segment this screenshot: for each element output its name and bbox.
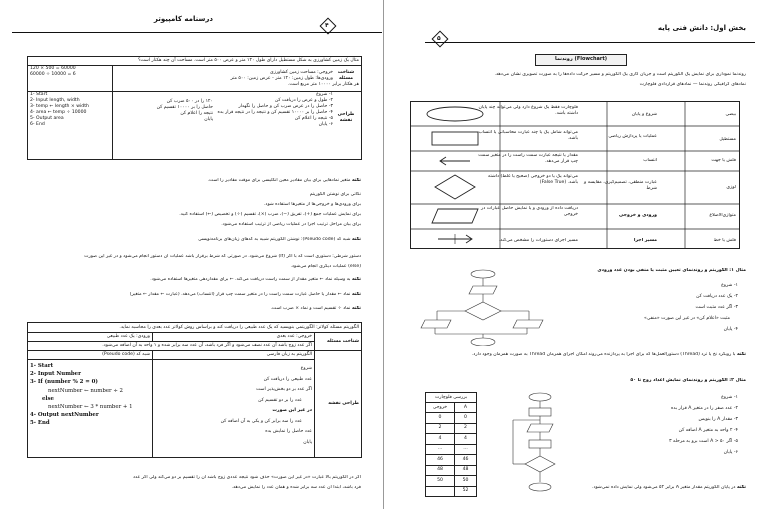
pseudo-code: [28, 360, 153, 458]
trace-output-cell: 48: [426, 465, 455, 476]
knowledge-line: هر هکتار برابر ۱۰۰۰۰ متر مربع است.: [287, 81, 359, 87]
note3: [21, 277, 361, 283]
symbol-desc: مقدار یا نتیجه عبارت سمت راست را در متغیر سمت چپ قرار می‌دهد.: [478, 153, 578, 165]
symbol-name: متوازی‌الاضلاع: [709, 213, 736, 218]
trace-head: A: [455, 403, 477, 413]
note-title: نکته: [351, 178, 361, 183]
pseudo-fa-line: عدد را بر دو تقسیم کن: [258, 397, 302, 403]
step-en: 4- area ← temp ÷ 10000: [30, 110, 87, 115]
symbol-name: فلش یا جهت: [711, 158, 736, 163]
list-item: ۶- پایان: [723, 450, 738, 455]
trace-row: [426, 486, 477, 497]
pseudo-line: 2- Input Number: [30, 371, 81, 378]
calc-line: 120 × 500 = 60000: [30, 66, 76, 71]
step-fa: ۶- پایان: [318, 122, 333, 127]
symbol-name: لوزی: [726, 185, 736, 190]
note-title: نکته: [736, 485, 746, 490]
trace-row: [426, 423, 477, 434]
collatz-design-label: طراحی نقشه: [315, 351, 362, 458]
footer-line: اگر در الگوریتم بالا عبارت «در غیر این صورت» حذف شود نتیجه عددی زوج باشد آن را تقسیم بر دو می‌کند ولی اگر عدد: [133, 475, 361, 480]
example1-question: مثال یک زمین کشاورزی به شکل مستطیل دارای طول ۱۲۰ متر و عرض ۵۰۰ متر است. مساحت آن چند هکتار است؟: [28, 57, 362, 66]
right-page-number: ۵: [437, 35, 441, 42]
example2-list: [608, 392, 738, 458]
symbol-name: بیضی: [725, 112, 736, 117]
trace-row: [426, 455, 477, 466]
footer-line: فرد باشد، ابتدا آن عدد سه برابر شده و همان عدد را نمایش می‌دهد.: [231, 485, 361, 490]
step-fa-mid: نتیجه را اعلام کن: [180, 111, 213, 116]
intro-paragraph: روندنما نموداری برای نمایش یک الگوریتم است و جریان کاری یک الگوریتم و مسیر حرکت داده‌ها را به صورت تصویری نشان می‌دهد.: [494, 72, 746, 77]
pseudo-line: 5- End: [30, 420, 50, 427]
note-text: شبه کد (Pseudo code): نوشتن الگوریتم شبیه به کدهای زبان‌های برنامه‌نویسی: [198, 237, 351, 242]
step-fa: ۲- طول و عرض را دریافت کن: [274, 98, 333, 103]
trace-output-cell: [426, 486, 455, 497]
collatz-table: [27, 322, 362, 458]
symbol-desc: فلوچارت فقط یک شروع دارد ولی می‌تواند چند پایان داشته باشد.: [478, 105, 578, 117]
symbol-name: فلش یا خط: [713, 238, 736, 243]
pseudo-fa-line: اگر عدد بر دو بخش‌پذیر است: [256, 387, 312, 392]
intro-paragraph: نمادهای گرافیکی روندنما — نمادهای قراردادی فلوچارت: [639, 82, 746, 87]
fa-col-label: الگوریتم به زبان فارسی: [153, 351, 315, 360]
knowledge-line: خروجی: مساحت زمین کشاورزی: [270, 69, 333, 75]
note-text: با رویکرد نخ یا ترد (Thread) دستورالعمل‌ها که برای اجرا به پردازنده می‌روند امکان اجرای همزمان Thread به صورت همزمان وجود دارد.: [471, 352, 736, 357]
left-page-number: ۴: [325, 22, 329, 29]
symbol-desc: می‌تواند یک یا دو خروجی (صحیح یا غلط) داشته باشد. (False True): [488, 174, 578, 186]
pseudo-line: else: [42, 395, 54, 402]
step-en: 5- Output area: [30, 116, 64, 121]
collatz-rule: اگر عدد زوج باشد آن عدد نصف می‌شود و اگر فرد باشد، آن عدد سه برابر شده و ۱ واحد به آن اضافه می‌شود.: [28, 342, 315, 351]
pseudo-fa-line: در غیر این صورت: [272, 408, 312, 413]
paragraph: نکاتی برای نوشتن الگوریتم: [309, 192, 361, 197]
note-title: نکته: [351, 237, 361, 242]
trace-output-cell: 46: [426, 455, 455, 466]
note1: [21, 178, 361, 184]
pseudo-line: nextNumber ← number ÷ 2: [48, 387, 123, 394]
section-title: روندنما (Flowchart): [554, 56, 608, 62]
trace-a-cell: 46: [455, 455, 477, 466]
trace-title: بررسی فلوچارت: [426, 393, 477, 403]
right-header-rule: [425, 42, 755, 43]
example1-calc: [28, 66, 113, 92]
list-item: مثبت «اعلام کن» در غیر این صورت «منفی»: [644, 316, 730, 321]
trace-table: [425, 392, 477, 497]
note-text: به وسیله نماد ← متغیر مقدار از سمت راست دریافت می‌کند. ← برای مقداردهی متغیرها استفاده می‌شود.: [150, 277, 351, 282]
step-fa-mid: حاصل را بر ۱۰۰۰۰ تقسیم کن: [156, 105, 213, 110]
example2-title: مثال ۲: الگوریتم و روندنمای نمایش اعداد زوج تا ۵۰: [630, 378, 746, 383]
paragraph: برای بیان مراحل ترتیب اجرا در عملیات ریاضی از ترتیب استفاده می‌شود.: [221, 222, 361, 227]
paragraph: دستور شرطی: دستوری است که با اگر (If) شروع می‌شود. در صورتی که شرط برقرار باشد عملیات آن دستور انجام می‌شود و در غیر این صورت: [84, 254, 361, 259]
trace-a-cell: 4: [455, 434, 477, 445]
pseudo-fa-line: عدد را سه برابر کن و یکی به آن اضافه کن: [220, 418, 302, 424]
left-header-title: درسنامه کامپیوتر: [153, 15, 213, 23]
example1-flowchart: [415, 268, 565, 346]
example1-design: [113, 92, 362, 160]
note2: [21, 237, 361, 243]
trace-output-cell: 4: [426, 434, 455, 445]
list-item: ۱- شروع: [721, 283, 738, 288]
list-item: ۳- مقدار A را بنویس: [698, 417, 738, 422]
collatz-knowledge-label: شناخت مسئله: [315, 333, 362, 351]
note-text: متغیر نمادهایی برای بیان مقادیر معین انگلیسی برای موقت مقادیر را است.: [207, 178, 351, 183]
collatz-output: خروجی: عدد بعدی: [153, 333, 315, 342]
symbol-label: ورودی و خروجی: [619, 213, 657, 218]
trace-row: [426, 413, 477, 424]
example1-knowledge: [113, 66, 362, 92]
example1-list: [578, 280, 738, 335]
pseudo-fa-line: عدد طبیعی را دریافت کن: [263, 376, 312, 382]
list-item: ۲- یک عدد دریافت کن: [696, 294, 738, 299]
right-page: [385, 0, 768, 509]
note-text: در پایان الگوریتم مقدار متغیر A برابر ۵۲ می‌شود ولی نمایش داده نمی‌شود.: [592, 485, 736, 490]
step-fa: ۱- شروع: [316, 92, 333, 97]
list-item: ۳- اگر عدد مثبت است: [695, 305, 738, 310]
flow-arrow-symbol: [438, 234, 472, 244]
list-item: ۲- عدد صفر را در متغیر A قرار بده: [671, 406, 738, 411]
symbol-label: انتساب: [643, 158, 657, 163]
note-title: نکته: [351, 277, 361, 282]
pseudo-fa-line: شروع: [300, 366, 312, 371]
note-title: نکته: [351, 292, 361, 297]
step-en: 2- Input length, width: [30, 98, 80, 103]
step-fa: ۳- حاصل را در عرض ضرب کن و حاصل را نگهدار: [238, 104, 333, 109]
list-item: ۴- ۲ واحد به متغیر A اضافه کن: [678, 428, 738, 433]
pseudo-line: 4- Output nextNumber: [30, 412, 99, 419]
note-title: نکته: [736, 352, 746, 357]
step-en: 6- End: [30, 122, 45, 127]
left-header-rule: [12, 32, 382, 33]
trace-row: [426, 476, 477, 487]
right-header-title: بخش اول: دانش فنی پایه: [657, 24, 746, 32]
rectangle-symbol: [432, 132, 478, 145]
trace-head: خروجی: [426, 403, 455, 413]
step-en: 3- temp ← length × width: [30, 104, 89, 109]
step-fa-mid: ۱۲۰ را در ۵۰۰ ضرب کن: [166, 99, 213, 104]
symbol-label: عملیات یا پردازش ریاضی: [608, 134, 657, 139]
symbol-name: مستطیل: [719, 137, 736, 142]
example1-table: [27, 56, 362, 160]
paragraph: برای ورودی‌ها و خروجی‌ها از متغیرها استفاده شود.: [263, 202, 361, 207]
pseudo-line: 1- Start: [30, 363, 54, 369]
note4: [21, 292, 361, 298]
note5: [21, 306, 361, 312]
parallelogram-symbol: [432, 209, 478, 223]
symbol-desc: می‌تواند شامل یک یا چند عبارت محاسباتی یا انتساب باشد.: [478, 130, 578, 142]
calc-line: 60000 ÷ 10000 = 6: [30, 72, 76, 77]
diamond-symbol: [435, 175, 475, 199]
paragraph: (else) عملیات دیگری انجام می‌شود.: [290, 264, 361, 269]
symbol-label: مسیر اجرا: [633, 238, 657, 243]
paragraph: برای نمایش عملیات جمع (+)، تفریق (−)، ضرب (×)، تقسیم (÷) و تخصیص (←) استفاده کنید.: [179, 212, 361, 217]
list-item: ۴- پایان: [723, 327, 738, 332]
trace-a-cell: …: [455, 444, 477, 455]
trace-output-cell: 50: [426, 476, 455, 487]
trace-a-cell: 48: [455, 465, 477, 476]
knowledge-line: ورودی‌ها: طول زمین: ۱۲۰ متر - عرض زمین: ۵۰۰ متر: [230, 75, 333, 81]
collatz-input: ورودی: یک عدد طبیعی: [28, 333, 153, 342]
assign-arrow-symbol: [440, 157, 470, 165]
step-en: 1- Start: [30, 92, 48, 97]
trace-row: [426, 434, 477, 445]
pseudo-line: nextNumber ← 3 * number + 1: [48, 404, 133, 411]
note-title: نکته: [351, 306, 361, 311]
list-item: ۵- اگر A > ۵۰ است برو به مرحله ۳: [669, 439, 738, 444]
bottom-note: [546, 485, 746, 491]
trace-a-cell: 2: [455, 423, 477, 434]
trace-a-cell: 52: [455, 486, 477, 497]
example2-flowchart: [505, 392, 575, 496]
symbol-desc: مسیر اجرای دستورات را مشخص می‌کند.: [498, 238, 578, 243]
ellipse-symbol: [427, 107, 483, 121]
trace-a-cell: 50: [455, 476, 477, 487]
pseudo-col-label: شبه کد (Pseudo code): [28, 351, 153, 360]
trace-row: [426, 444, 477, 455]
collatz-question: الگوریتم مسئله کولاتز: الگوریتمی بنویسید که یک عدد طبیعی را دریافت کند و براساس روش کولاتز عدد بعدی را محاسبه نماید.: [28, 323, 362, 333]
trace-row: [426, 465, 477, 476]
knowledge-label: شناخت مسئله: [337, 69, 355, 81]
symbol-label: شروع و پایان: [631, 112, 657, 117]
list-item: ۱- شروع: [721, 395, 738, 400]
thread-note: [406, 352, 746, 358]
example1-steps-en: [28, 92, 113, 160]
step-fa: ۵- نتیجه را اعلام کن: [294, 116, 333, 121]
steps-fa-col: [213, 92, 333, 128]
trace-output-cell: 2: [426, 423, 455, 434]
pseudo-line: 3- If (number % 2 = 0): [30, 379, 98, 386]
pseudo-fa-line: پایان: [303, 439, 312, 445]
trace-output-cell: …: [426, 444, 455, 455]
note-text: نماد ÷ تقسیم است و نماد × ضرب است.: [270, 306, 351, 311]
step-fa: ۴- حاصل را بر ۱۰۰۰۰ تقسیم کن و نتیجه را در نتیجه قرار بده: [217, 110, 333, 115]
note-text: نماد ← مقدار یا حاصل عبارت سمت راست را در متغیر سمت چپ قرار (انتساب) می‌دهد. (عبارت ← مقدار ← متغیر): [129, 292, 351, 297]
symbol-label: عبارت منطقی، تصمیم‌گیری، مقایسه و شرط: [584, 180, 657, 192]
trace-a-cell: 0: [455, 413, 477, 424]
trace-body: [426, 413, 477, 497]
steps-fa-mid-col: [143, 92, 213, 123]
symbol-desc: دریافت داده از ورودی و یا نمایش حاصل عبارات در خروجی: [481, 206, 578, 218]
design-label: طراحی نقشه: [337, 112, 355, 123]
pseudo-fa: [153, 360, 315, 458]
example1-title: مثال ۱: الگوریتم و روندنمای تعیین مثبت یا منفی بودن عدد ورودی: [597, 268, 746, 273]
pseudo-fa-line: عدد حاصل را نمایش بده: [265, 429, 312, 434]
step-fa-mid: پایان: [204, 117, 213, 122]
trace-output-cell: 0: [426, 413, 455, 424]
